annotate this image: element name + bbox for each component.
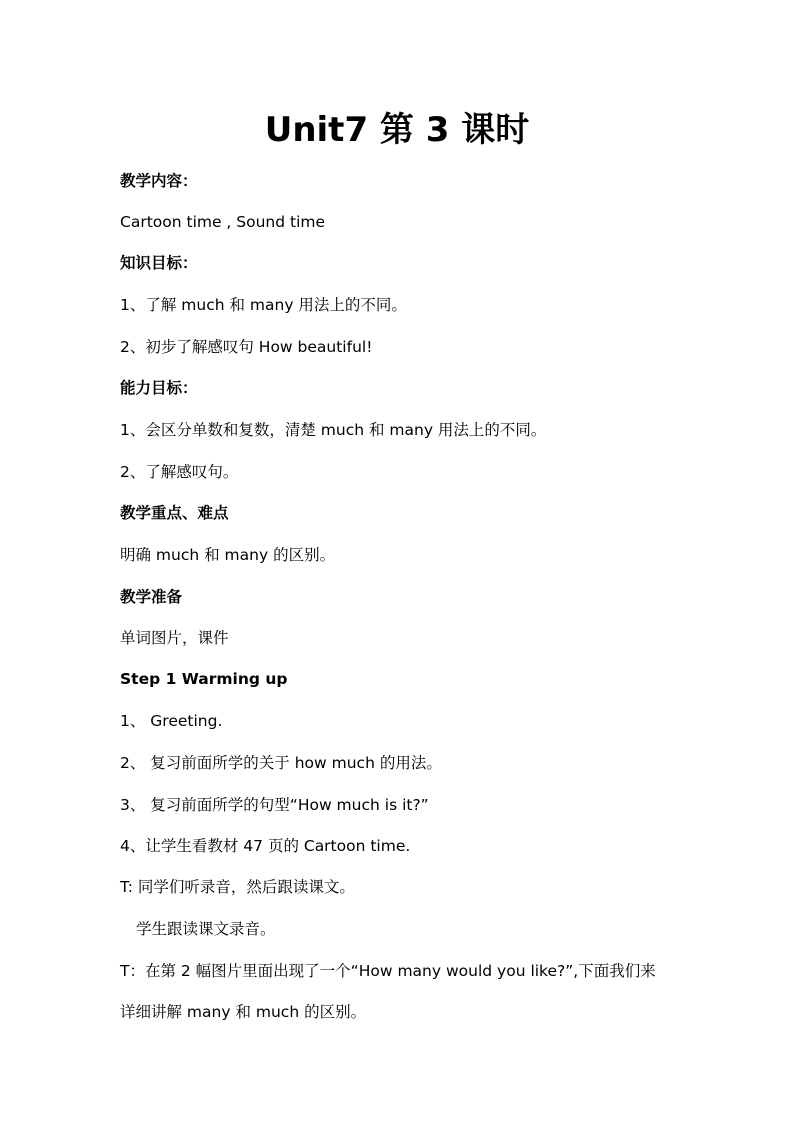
- student-line: 学生跟读课文录音。: [136, 920, 276, 938]
- step-1-item-3: 3、 复习前面所学的句型“How much is it?”: [120, 796, 429, 814]
- step-1-item-2: 2、 复习前面所学的关于 how much 的用法。: [120, 754, 442, 772]
- paragraph-key-points: 明确 much 和 many 的区别。: [120, 546, 336, 564]
- heading-knowledge-goals: 知识目标：: [120, 254, 198, 272]
- heading-key-points: 教学重点、难点: [120, 504, 229, 522]
- paragraph-preparation: 单词图片，课件: [120, 629, 229, 647]
- knowledge-goal-1: 1、了解 much 和 many 用法上的不同。: [120, 296, 407, 314]
- step-1-item-4: 4、让学生看教材 47 页的 Cartoon time.: [120, 837, 411, 855]
- heading-ability-goals: 能力目标：: [120, 379, 198, 397]
- heading-teaching-content: 教学内容：: [120, 172, 198, 190]
- teacher-line-1: T: 同学们听录音，然后跟读课文。: [120, 878, 355, 896]
- step-1-item-1: 1、 Greeting.: [120, 712, 223, 730]
- heading-preparation: 教学准备: [120, 588, 183, 606]
- paragraph-teaching-content: Cartoon time , Sound time: [120, 213, 326, 231]
- document-title: Unit7 第 3 课时: [264, 110, 530, 150]
- heading-step-1: Step 1 Warming up: [120, 670, 288, 688]
- teacher-line-2: T：在第 2 幅图片里面出现了一个“How many would you like?”,下面我们来: [120, 962, 656, 980]
- teacher-line-2-continued: 详细讲解 many 和 much 的区别。: [120, 1003, 367, 1021]
- ability-goal-1: 1、会区分单数和复数，清楚 much 和 many 用法上的不同。: [120, 421, 547, 439]
- knowledge-goal-2: 2、初步了解感叹句 How beautiful!: [120, 338, 373, 356]
- ability-goal-2: 2、了解感叹句。: [120, 463, 239, 481]
